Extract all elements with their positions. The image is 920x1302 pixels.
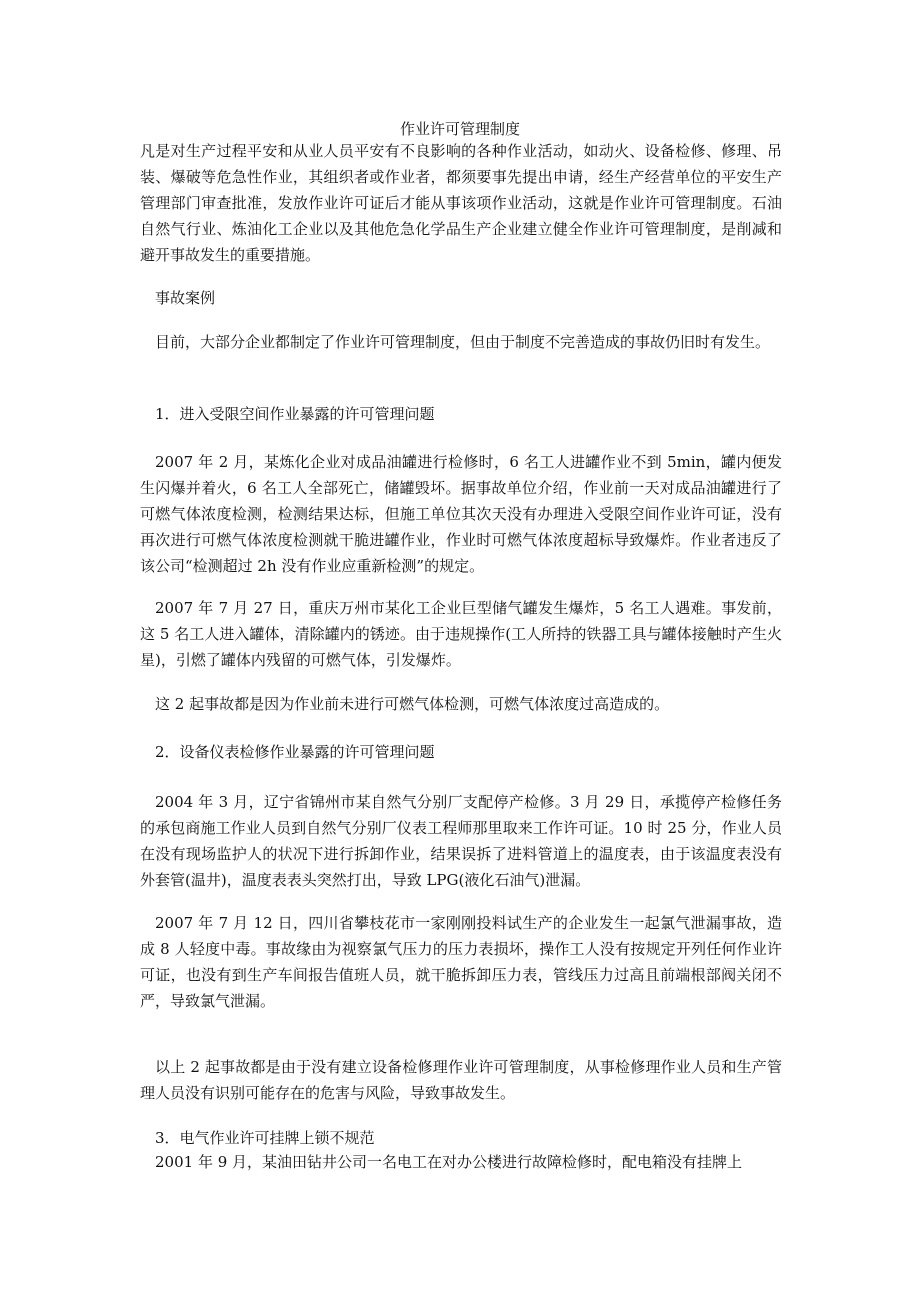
paragraph-case-2001-sep: 2001 年 9 月，某油田钻井公司一名电工在对办公楼进行故障检修时，配电箱没有挂牌上 <box>155 1153 743 1171</box>
paragraph-summary-2: 以上 2 起事故都是由于没有建立设备检修理作业许可管理制度，从事检修理作业人员和生产管理人员没有识别可能存在的危害与风险，导致事故发生。 <box>140 1058 782 1102</box>
subheading-electrical-work: 3．电气作业许可挂牌上锁不规范 <box>155 1129 375 1147</box>
subheading-confined-space: 1．进入受限空间作业暴露的许可管理问题 <box>155 405 435 423</box>
paragraph-case-2007-jul27: 2007 年 7 月 27 日，重庆万州市某化工企业巨型储气罐发生爆炸，5 名工人遇难。事发前，这 5 名工人进入罐体，清除罐内的锈迹。由于违规操作(工人所持的铁器工具与罐体接触时产生火星)，引燃了罐体内残留的可燃气体，引发爆炸。 <box>140 599 782 669</box>
paragraph-case-2007-feb: 2007 年 2 月，某炼化企业对成品油罐进行检修时，6 名工人进罐作业不到 5min，罐内便发生闪爆并着火，6 名工人全部死亡，储罐毁坏。据事故单位介绍，作业前一天对成品油罐进行了可燃气体浓度检测，检测结果达标，但施工单位其次天没有办理进入受限空间作业许可证，没有再次进行可燃气体浓度检测就干脆进罐作业，作业时可燃气体浓度超标导致爆炸。作业者违反了该公司“检测超过 2h 没有作业应重新检测”的规定。 <box>140 453 782 575</box>
section-heading-case-studies: 事故案例 <box>155 289 216 307</box>
paragraph-case-2004-mar: 2004 年 3 月，辽宁省锦州市某自然气分别厂支配停产检修。3 月 29 日，承揽停产检修任务的承包商施工作业人员到自然气分别厂仪表工程师那里取来工作许可证。10 时 25 分，作业人员在没有现场监护人的状况下进行拆卸作业，结果误拆了进料管道上的温度表，由于该温度表没有外套管(温井)，温度表表头突然打出，导致 LPG(液化石油气)泄漏。 <box>140 793 782 889</box>
paragraph-summary-1: 这 2 起事故都是因为作业前未进行可燃气体检测，可燃气体浓度过高造成的。 <box>155 695 670 713</box>
subheading-equipment-maintenance: 2．设备仪表检修作业暴露的许可管理问题 <box>155 743 435 761</box>
intro-paragraph: 凡是对生产过程平安和从业人员平安有不良影响的各种作业活动，如动火、设备检修、修理、吊装、爆破等危急性作业，其组织者或作业者，都须要事先提出申请，经生产经营单位的平安生产管理部门审查批准，发放作业许可证后才能从事该项作业活动，这就是作业许可管理制度。石油自然气行业、炼油化工企业以及其他危急化学品生产企业建立健全作业许可管理制度，是削减和避开事故发生的重要措施。 <box>140 142 782 264</box>
paragraph-case-2007-jul12: 2007 年 7 月 12 日，四川省攀枝花市一家刚刚投料试生产的企业发生一起氯气泄漏事故，造成 8 人轻度中毒。事故缘由为视察氯气压力的压力表损坏，操作工人没有按规定开列任何作业许可证，也没有到生产车间报告值班人员，就干脆拆卸压力表，管线压力过高且前端根部阀关闭不严，导致氯气泄漏。 <box>140 914 782 1010</box>
document-title: 作业许可管理制度 <box>399 120 520 138</box>
paragraph-overview: 目前，大部分企业都制定了作业许可管理制度，但由于制度不完善造成的事故仍旧时有发生。 <box>155 333 771 351</box>
